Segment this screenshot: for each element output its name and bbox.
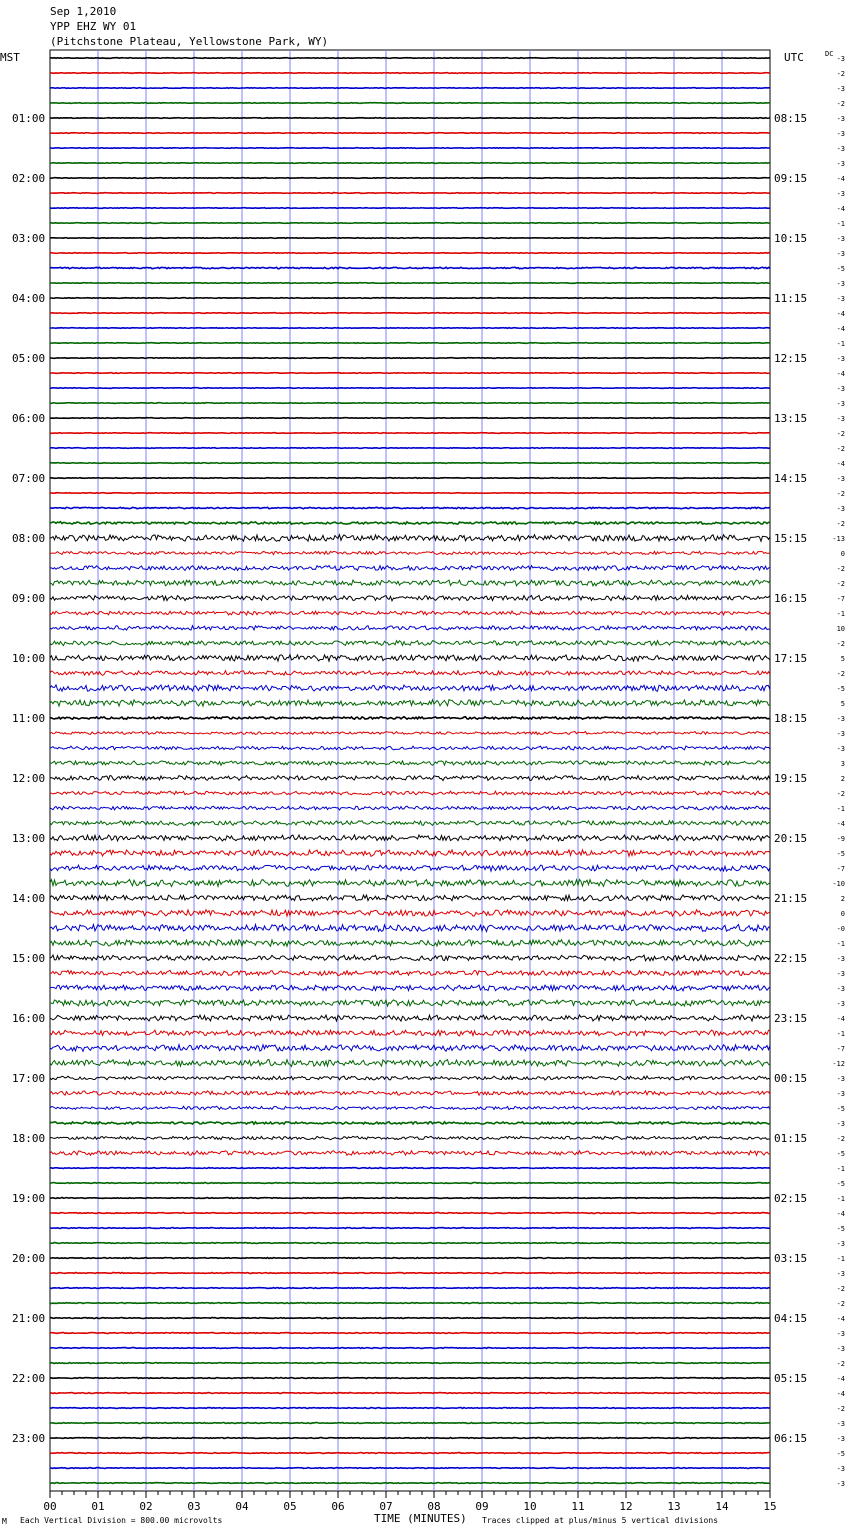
trace-line <box>50 700 770 706</box>
trace-offset-label: -4 <box>836 460 845 468</box>
left-hour-label: 10:00 <box>12 652 46 665</box>
trace-offset-label: -4 <box>836 370 845 378</box>
trace-offset-label: -1 <box>836 340 845 348</box>
trace-line <box>50 373 770 374</box>
trace-line <box>50 895 770 901</box>
trace-offset-label: -7 <box>836 865 845 873</box>
left-hour-label: 19:00 <box>12 1192 46 1205</box>
trace-offset-label: 2 <box>840 895 845 903</box>
trace-line <box>50 1030 770 1036</box>
trace-offset-label: -1 <box>836 1030 845 1038</box>
trace-offset-label: 0 <box>840 910 845 918</box>
trace-line <box>50 791 770 795</box>
trace-line <box>50 1468 770 1469</box>
trace-offset-label: -2 <box>836 580 845 588</box>
trace-offset-label: -5 <box>836 1150 845 1158</box>
right-hour-label: 09:15 <box>774 172 808 185</box>
left-timezone-label: MST <box>0 51 20 64</box>
trace-line <box>50 328 770 329</box>
trace-line <box>50 1015 770 1021</box>
trace-offset-label: -4 <box>836 1390 845 1398</box>
left-hour-label: 04:00 <box>12 292 46 305</box>
trace-line <box>50 1438 770 1439</box>
trace-line <box>50 1258 770 1259</box>
trace-line <box>50 163 770 164</box>
trace-line <box>50 717 770 719</box>
trace-offset-label: -4 <box>836 1315 845 1323</box>
date-label: Sep 1,2010 <box>50 5 117 18</box>
plot-frame <box>50 50 770 1491</box>
trace-offset-label: -2 <box>836 445 845 453</box>
trace-line <box>50 313 770 314</box>
trace-line <box>50 1347 770 1348</box>
trace-offset-label: -3 <box>836 145 845 153</box>
trace-line <box>50 1302 770 1303</box>
trace-offset-label: 5 <box>840 655 845 663</box>
trace-line <box>50 298 770 299</box>
trace-line <box>50 1136 770 1139</box>
trace-line <box>50 1318 770 1319</box>
trace-line <box>50 551 770 554</box>
trace-offset-label: -3 <box>836 955 845 963</box>
clip-note: Traces clipped at plus/minus 5 vertical divisions <box>482 1516 719 1525</box>
trace-offset-label: -4 <box>836 1015 845 1023</box>
left-hour-label: 02:00 <box>12 172 46 185</box>
trace-line <box>50 850 770 856</box>
trace-offset-label: -1 <box>836 1255 845 1263</box>
left-hour-label: 13:00 <box>12 832 46 845</box>
trace-offset-label: -5 <box>836 1225 845 1233</box>
right-hour-label: 03:15 <box>774 1252 808 1265</box>
trace-line <box>50 1212 770 1213</box>
trace-line <box>50 1333 770 1334</box>
trace-offset-label: -3 <box>836 1330 845 1338</box>
left-hour-label: 20:00 <box>12 1252 46 1265</box>
trace-offset-label: -4 <box>836 1375 845 1383</box>
left-hour-label: 17:00 <box>12 1072 46 1085</box>
x-tick-label: 03 <box>187 1500 201 1513</box>
trace-line <box>50 493 770 494</box>
trace-line <box>50 879 770 886</box>
corner-mark: M <box>2 1517 7 1526</box>
x-tick-label: 12 <box>619 1500 633 1513</box>
trace-line <box>50 746 770 750</box>
trace-offset-label: -13 <box>832 535 845 543</box>
trace-line <box>50 970 770 975</box>
trace-line <box>50 1000 770 1006</box>
x-tick-label: 08 <box>427 1500 441 1513</box>
trace-line <box>50 358 770 359</box>
trace-line <box>50 433 770 434</box>
trace-line <box>50 1362 770 1363</box>
trace-line <box>50 148 770 149</box>
trace-offset-label: -3 <box>836 355 845 363</box>
trace-offset-label: -3 <box>836 295 845 303</box>
trace-offset-label: -1 <box>836 1165 845 1173</box>
trace-offset-label: -1 <box>836 610 845 618</box>
trace-line <box>50 775 770 780</box>
right-hour-label: 10:15 <box>774 232 808 245</box>
trace-line <box>50 58 770 59</box>
trace-offset-label: -3 <box>836 400 845 408</box>
trace-offset-label: -3 <box>836 985 845 993</box>
trace-offset-label: -2 <box>836 1285 845 1293</box>
left-hour-label: 23:00 <box>12 1432 46 1445</box>
left-hour-label: 15:00 <box>12 952 46 965</box>
x-tick-label: 14 <box>715 1500 729 1513</box>
trace-line <box>50 1272 770 1273</box>
trace-offset-label: -3 <box>836 1420 845 1428</box>
right-hour-label: 22:15 <box>774 952 808 965</box>
right-hour-label: 05:15 <box>774 1372 808 1385</box>
trace-line <box>50 403 770 404</box>
trace-line <box>50 73 770 74</box>
trace-offset-label: -1 <box>836 1195 845 1203</box>
location-label: (Pitchstone Plateau, Yellowstone Park, WY) <box>50 35 329 48</box>
trace-offset-label: -3 <box>836 505 845 513</box>
trace-line <box>50 595 770 600</box>
trace-offset-label: -7 <box>836 1045 845 1053</box>
trace-offset-label: -2 <box>836 1300 845 1308</box>
trace-offset-label: -3 <box>836 1000 845 1008</box>
trace-offset-label: -3 <box>836 1345 845 1353</box>
trace-offset-label: -3 <box>836 1120 845 1128</box>
trace-offset-label: -5 <box>836 265 845 273</box>
trace-offset-label: -4 <box>836 1210 845 1218</box>
trace-offset-label: -3 <box>836 715 845 723</box>
trace-line <box>50 343 770 344</box>
trace-offset-label: -3 <box>836 235 845 243</box>
trace-offset-label: -3 <box>836 415 845 423</box>
x-tick-label: 10 <box>523 1500 537 1513</box>
x-tick-label: 13 <box>667 1500 681 1513</box>
trace-offset-label: 0 <box>840 550 845 558</box>
trace-offset-label: -2 <box>836 1405 845 1413</box>
right-hour-label: 06:15 <box>774 1432 808 1445</box>
station-label: YPP EHZ WY 01 <box>50 20 137 33</box>
trace-line <box>50 448 770 449</box>
trace-offset-label: -3 <box>836 1465 845 1473</box>
trace-line <box>50 1060 770 1067</box>
trace-line <box>50 671 770 676</box>
trace-offset-label: -1 <box>836 220 845 228</box>
left-hour-label: 14:00 <box>12 892 46 905</box>
trace-line <box>50 1392 770 1393</box>
trace-line <box>50 732 770 735</box>
trace-offset-label: -3 <box>836 160 845 168</box>
right-hour-label: 14:15 <box>774 472 808 485</box>
trace-line <box>50 865 770 871</box>
trace-line <box>50 1423 770 1424</box>
trace-line <box>50 955 770 961</box>
trace-line <box>50 463 770 464</box>
x-tick-label: 15 <box>763 1500 777 1513</box>
trace-line <box>50 1091 770 1095</box>
trace-offset-label: -1 <box>836 940 845 948</box>
trace-line <box>50 1288 770 1289</box>
left-hour-label: 01:00 <box>12 112 46 125</box>
trace-line <box>50 566 770 571</box>
trace-offset-label: -4 <box>836 175 845 183</box>
trace-offset-label: -7 <box>836 595 845 603</box>
trace-offset-label: -5 <box>836 850 845 858</box>
left-hour-label: 09:00 <box>12 592 46 605</box>
trace-line <box>50 283 770 284</box>
x-tick-label: 07 <box>379 1500 393 1513</box>
trace-offset-label: -2 <box>836 490 845 498</box>
trace-offset-label: -3 <box>836 130 845 138</box>
trace-line <box>50 1408 770 1409</box>
right-timezone-label: UTC <box>784 51 804 64</box>
trace-line <box>50 985 770 991</box>
trace-offset-label: 2 <box>840 775 845 783</box>
trace-offset-label: -2 <box>836 430 845 438</box>
trace-offset-label: -2 <box>836 100 845 108</box>
right-hour-label: 01:15 <box>774 1132 808 1145</box>
trace-line <box>50 1228 770 1229</box>
trace-line <box>50 940 770 947</box>
trace-line <box>50 1183 770 1184</box>
trace-offset-label: -2 <box>836 670 845 678</box>
right-hour-label: 20:15 <box>774 832 808 845</box>
right-hour-label: 12:15 <box>774 352 808 365</box>
trace-offset-label: -2 <box>836 640 845 648</box>
trace-offset-label: -3 <box>836 1075 845 1083</box>
trace-offset-label: -3 <box>836 1480 845 1488</box>
x-tick-label: 04 <box>235 1500 249 1513</box>
trace-offset-label: -2 <box>836 790 845 798</box>
trace-line <box>50 522 770 525</box>
trace-line <box>50 1242 770 1243</box>
trace-line <box>50 1453 770 1454</box>
right-hour-label: 18:15 <box>774 712 808 725</box>
left-hour-label: 18:00 <box>12 1132 46 1145</box>
trace-line <box>50 821 770 826</box>
right-hour-label: 15:15 <box>774 532 808 545</box>
trace-offset-label: -3 <box>836 115 845 123</box>
right-hour-label: 11:15 <box>774 292 808 305</box>
trace-offset-label: -3 <box>836 250 845 258</box>
trace-offset-label: -3 <box>836 280 845 288</box>
trace-line <box>50 910 770 916</box>
trace-line <box>50 193 770 194</box>
trace-line <box>50 103 770 104</box>
trace-line <box>50 1483 770 1484</box>
trace-line <box>50 626 770 631</box>
trace-line <box>50 1198 770 1199</box>
trace-offset-label: -4 <box>836 205 845 213</box>
trace-offset-label: 3 <box>840 760 845 768</box>
trace-line <box>50 388 770 389</box>
trace-offset-label: -4 <box>836 310 845 318</box>
left-hour-label: 08:00 <box>12 532 46 545</box>
trace-line <box>50 208 770 209</box>
trace-offset-label: -2 <box>836 520 845 528</box>
trace-line <box>50 655 770 661</box>
trace-line <box>50 761 770 765</box>
trace-offset-label: -2 <box>836 1135 845 1143</box>
trace-offset-label: -12 <box>832 1060 845 1068</box>
trace-offset-label: -3 <box>836 385 845 393</box>
trace-offset-label: 10 <box>836 625 845 633</box>
right-hour-label: 02:15 <box>774 1192 808 1205</box>
x-tick-label: 06 <box>331 1500 345 1513</box>
trace-line <box>50 1151 770 1156</box>
trace-line <box>50 1076 770 1080</box>
left-hour-label: 06:00 <box>12 412 46 425</box>
left-hour-label: 16:00 <box>12 1012 46 1025</box>
trace-line <box>50 685 770 691</box>
trace-line <box>50 641 770 646</box>
trace-line <box>50 238 770 239</box>
trace-line <box>50 507 770 508</box>
trace-offset-label: -9 <box>836 835 845 843</box>
trace-offset-label: -2 <box>836 1360 845 1368</box>
x-tick-label: 11 <box>571 1500 585 1513</box>
left-hour-label: 22:00 <box>12 1372 46 1385</box>
dc-label: DC <box>825 50 834 58</box>
trace-offset-label: -3 <box>836 475 845 483</box>
trace-line <box>50 835 770 841</box>
right-hour-label: 19:15 <box>774 772 808 785</box>
trace-offset-label: -2 <box>836 70 845 78</box>
x-axis-title: TIME (MINUTES) <box>374 1512 467 1525</box>
trace-line <box>50 1045 770 1052</box>
trace-line <box>50 133 770 134</box>
trace-offset-label: -3 <box>836 1090 845 1098</box>
trace-offset-label: -4 <box>836 325 845 333</box>
x-tick-label: 09 <box>475 1500 489 1513</box>
right-hour-label: 23:15 <box>774 1012 808 1025</box>
right-hour-label: 16:15 <box>774 592 808 605</box>
trace-line <box>50 1378 770 1379</box>
left-hour-label: 05:00 <box>12 352 46 365</box>
trace-offset-label: -0 <box>836 925 845 933</box>
trace-offset-label: -3 <box>836 730 845 738</box>
trace-line <box>50 580 770 586</box>
trace-offset-label: -5 <box>836 1105 845 1113</box>
trace-line <box>50 88 770 89</box>
trace-line <box>50 925 770 932</box>
trace-line <box>50 253 770 254</box>
trace-offset-label: -2 <box>836 565 845 573</box>
trace-offset-label: -3 <box>836 1435 845 1443</box>
trace-line <box>50 535 770 542</box>
trace-line <box>50 478 770 479</box>
trace-offset-label: -5 <box>836 1180 845 1188</box>
trace-offset-label: -3 <box>836 1270 845 1278</box>
left-hour-label: 12:00 <box>12 772 46 785</box>
trace-line <box>50 1167 770 1168</box>
trace-line <box>50 1122 770 1124</box>
right-hour-label: 04:15 <box>774 1312 808 1325</box>
x-tick-label: 01 <box>91 1500 105 1513</box>
left-hour-label: 11:00 <box>12 712 46 725</box>
trace-line <box>50 418 770 419</box>
x-tick-label: 02 <box>139 1500 153 1513</box>
trace-offset-label: -3 <box>836 190 845 198</box>
trace-line <box>50 178 770 179</box>
left-hour-label: 03:00 <box>12 232 46 245</box>
right-hour-label: 13:15 <box>774 412 808 425</box>
trace-line <box>50 118 770 119</box>
trace-offset-label: -3 <box>836 1240 845 1248</box>
scale-note: Each Vertical Division = 800.00 microvolts <box>20 1516 223 1525</box>
trace-offset-label: -3 <box>836 55 845 63</box>
trace-offset-label: -10 <box>832 880 845 888</box>
trace-offset-label: -5 <box>836 1450 845 1458</box>
left-hour-label: 21:00 <box>12 1312 46 1325</box>
trace-line <box>50 267 770 268</box>
trace-offset-label: 5 <box>840 700 845 708</box>
trace-line <box>50 1106 770 1109</box>
trace-line <box>50 806 770 810</box>
trace-offset-label: -1 <box>836 805 845 813</box>
right-hour-label: 08:15 <box>774 112 808 125</box>
trace-line <box>50 223 770 224</box>
x-tick-label: 00 <box>43 1500 57 1513</box>
left-hour-label: 07:00 <box>12 472 46 485</box>
trace-line <box>50 611 770 615</box>
trace-offset-label: -5 <box>836 685 845 693</box>
trace-offset-label: -4 <box>836 820 845 828</box>
right-hour-label: 17:15 <box>774 652 808 665</box>
right-hour-label: 00:15 <box>774 1072 808 1085</box>
trace-offset-label: -3 <box>836 85 845 93</box>
x-tick-label: 05 <box>283 1500 297 1513</box>
trace-offset-label: -3 <box>836 745 845 753</box>
trace-offset-label: -3 <box>836 970 845 978</box>
right-hour-label: 21:15 <box>774 892 808 905</box>
